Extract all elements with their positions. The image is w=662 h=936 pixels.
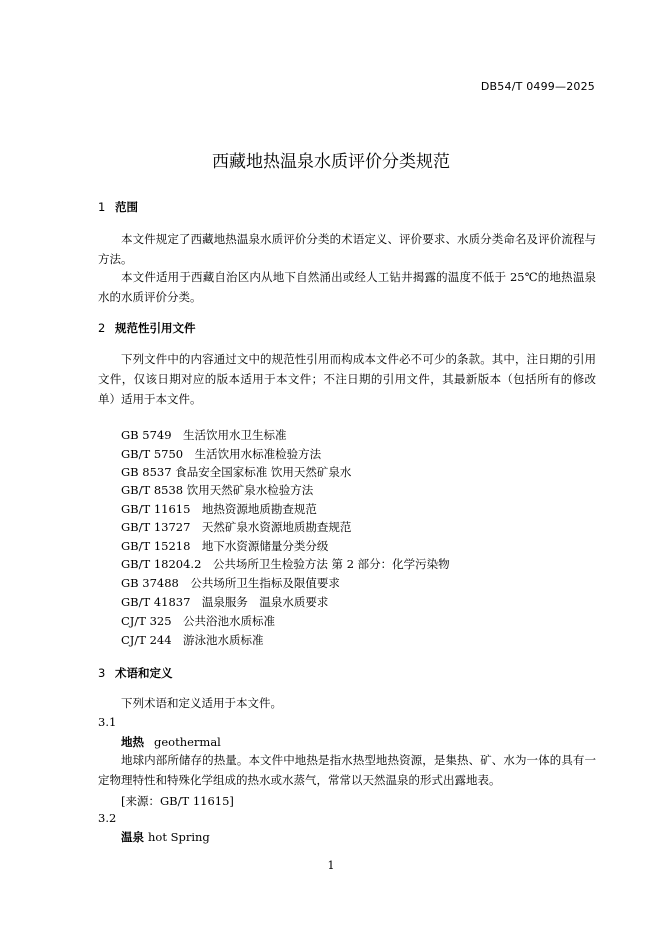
term-chinese: 地热	[121, 735, 144, 749]
term-entry	[121, 829, 210, 845]
section-title: 范围	[115, 200, 138, 214]
reference-item: GB 8537 食品安全国家标准 饮用天然矿泉水	[121, 465, 352, 479]
reference-item: CJ/T 325 公共浴池水质标准	[121, 614, 276, 628]
section-heading-scope	[98, 199, 138, 215]
term-english: geothermal	[154, 735, 221, 749]
section-title: 规范性引用文件	[115, 321, 196, 335]
term-number: 3.1	[98, 715, 117, 729]
reference-item: GB 37488 公共场所卫生指标及限值要求	[121, 576, 340, 590]
reference-item: GB/T 11615 地热资源地质勘查规范	[121, 502, 317, 516]
reference-item: GB 5749 生活饮用水卫生标准	[121, 428, 287, 442]
section-number: 3	[98, 666, 106, 680]
paragraph: 下列术语和定义适用于本文件。	[121, 696, 282, 710]
reference-item: GB/T 15218 地下水资源储量分类分级	[121, 539, 329, 553]
term-number: 3.2	[98, 811, 117, 825]
document-title: 西藏地热温泉水质评价分类规范	[212, 152, 450, 172]
section-number: 2	[98, 321, 106, 335]
page-number: 1	[327, 859, 335, 872]
paragraph: 本文件适用于西藏自治区内从地下自然涌出或经人工钻井揭露的温度不低于 25℃的地热温泉水的水质评价分类。	[98, 270, 596, 304]
reference-item: GB/T 18204.2 公共场所卫生检验方法 第 2 部分：化学污染物	[121, 557, 450, 571]
reference-item: CJ/T 244 游泳池水质标准	[121, 633, 264, 647]
term-chinese: 温泉	[121, 830, 144, 844]
term-english: hot Spring	[148, 830, 210, 844]
section-title: 术语和定义	[115, 666, 173, 680]
reference-item: GB/T 8538 饮用天然矿泉水检验方法	[121, 483, 314, 497]
section-heading-normative-references	[98, 320, 196, 336]
section-heading-terms-definitions	[98, 665, 173, 681]
reference-item: GB/T 41837 温泉服务 温泉水质要求	[121, 595, 329, 609]
reference-item: GB/T 5750 生活饮用水标准检验方法	[121, 447, 322, 461]
term-definition: 地球内部所储存的热量。本文件中地热是指水热型地热资源，是集热、矿、水为一体的具有一定物理特性和特殊化学组成的热水或水蒸气，常常以天然温泉的形式出露地表。	[98, 753, 596, 787]
paragraph: 下列文件中的内容通过文中的规范性引用而构成本文件必不可少的条款。其中，注日期的引用文件，仅该日期对应的版本适用于本文件；不注日期的引用文件，其最新版本（包括所有的修改单）适用于本文件。	[98, 352, 596, 406]
reference-item: GB/T 13727 天然矿泉水资源地质勘查规范	[121, 520, 352, 534]
section-number: 1	[98, 200, 106, 214]
document-number: DB54/T 0499—2025	[480, 80, 595, 93]
paragraph: 本文件规定了西藏地热温泉水质评价分类的术语定义、评价要求、水质分类命名及评价流程与方法。	[98, 232, 596, 266]
term-entry	[121, 734, 221, 750]
term-source: [来源：GB/T 11615]	[121, 794, 234, 808]
